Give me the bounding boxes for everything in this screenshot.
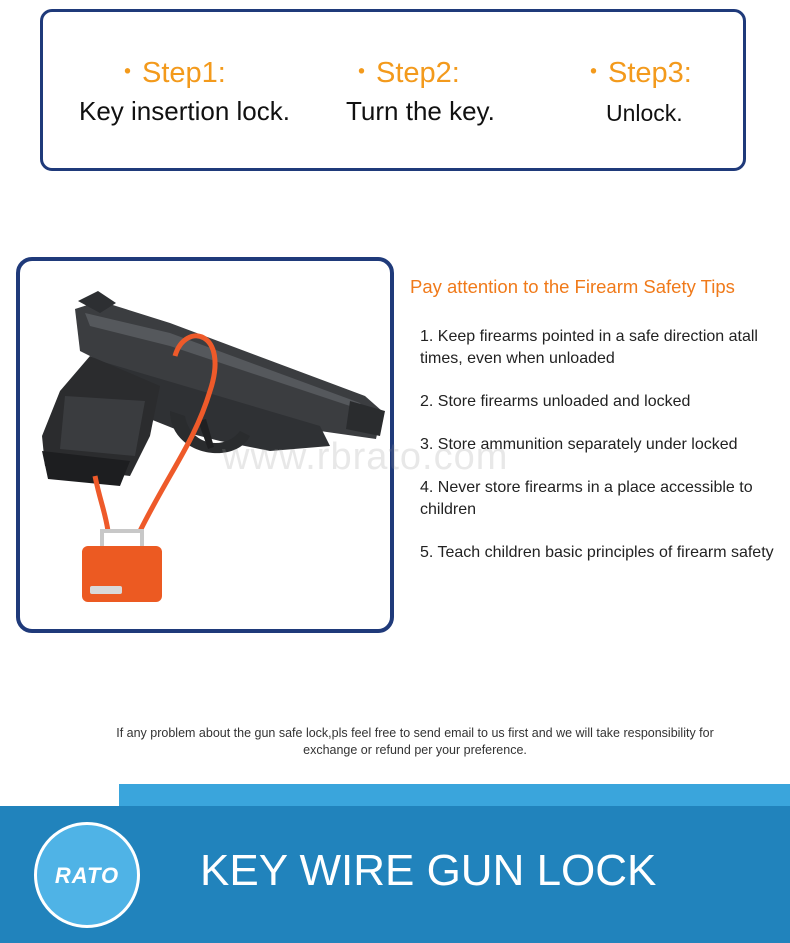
tip-2: 2. Store firearms unloaded and locked — [420, 393, 691, 410]
tips-title: Pay attention to the Firearm Safety Tips — [410, 276, 735, 297]
banner-title: KEY WIRE GUN LOCK — [200, 846, 657, 895]
tip-1: 1. Keep firearms pointed in a safe direction atall times, even when unloaded — [420, 328, 758, 367]
steps-panel — [40, 9, 746, 171]
banner-accent-bar — [119, 784, 790, 808]
step-2-desc: Turn the key. — [346, 96, 495, 126]
notice-text: If any problem about the gun safe lock,pls feel free to send email to us first and we will take responsibility for exchange or refund per your preference. — [116, 726, 714, 757]
watermark: www.rbrato.com — [222, 436, 509, 478]
step-2-title: ・Step2: — [347, 57, 460, 89]
tip-5: 5. Teach children basic principles of firearm safety — [420, 544, 774, 561]
step-1-desc: Key insertion lock. — [79, 96, 290, 126]
brand-logo-text: RATO — [54, 863, 120, 888]
step-3-title: ・Step3: — [579, 57, 692, 89]
tip-3: 3. Store ammunition separately under locked — [420, 436, 738, 453]
tip-4: 4. Never store firearms in a place accessible to children — [420, 479, 753, 518]
brand-logo — [34, 822, 140, 928]
step-1-title: ・Step1: — [113, 57, 226, 89]
step-3-desc: Unlock. — [606, 100, 683, 126]
